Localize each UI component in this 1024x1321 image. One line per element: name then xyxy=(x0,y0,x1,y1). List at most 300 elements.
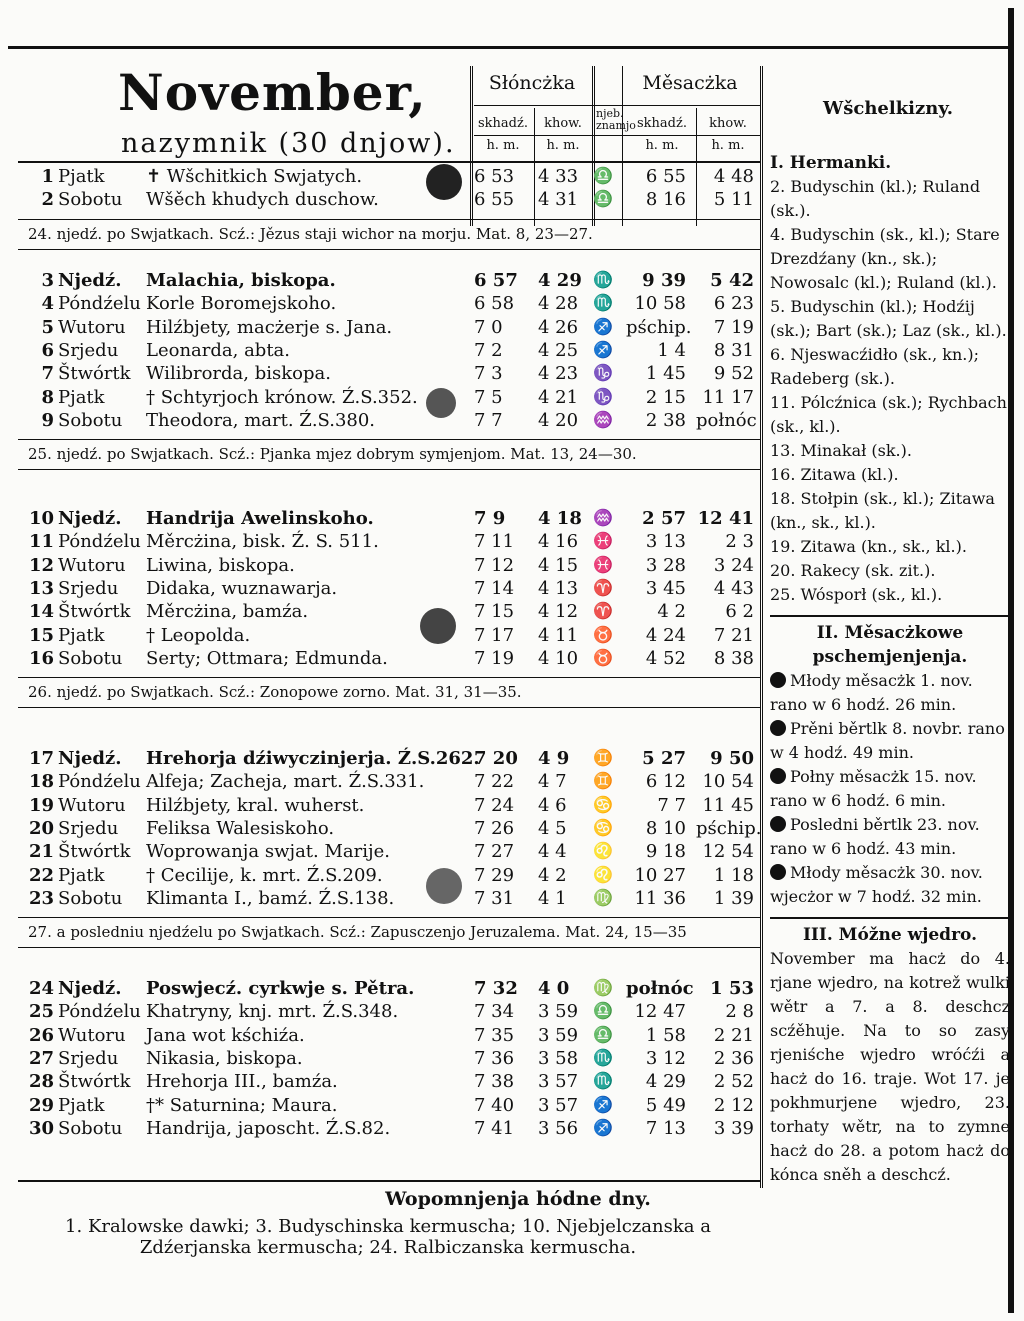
day-number: 13 xyxy=(28,577,54,599)
sun-rise: 7 40 xyxy=(474,1094,515,1116)
sun-set: 3 56 xyxy=(538,1117,579,1139)
saint-name: Serty; Ottmara; Edmunda. xyxy=(146,647,388,669)
moon-set: 8 38 xyxy=(713,647,754,669)
moon-set: 4 48 xyxy=(713,166,754,187)
sun-set: 4 13 xyxy=(538,577,579,599)
moon-set: 11 45 xyxy=(702,794,754,816)
sun-rise: 6 57 xyxy=(474,270,518,291)
day-name: Póndźelu xyxy=(58,293,141,315)
saint-name: Hilźbjety, kral. wuherst. xyxy=(146,794,365,816)
day-number: 12 xyxy=(28,554,54,576)
sun-rise: 7 11 xyxy=(474,531,515,553)
moon-rise: 9 39 xyxy=(642,270,686,291)
market-item: 20. Rakecy (sk. zit.). xyxy=(770,561,936,580)
calendar-row xyxy=(26,841,756,864)
moon-rise: połnóc xyxy=(626,978,694,999)
zodiac-sign: ♐ xyxy=(593,1117,613,1137)
sun-set: 4 31 xyxy=(538,189,579,211)
day-number: 5 xyxy=(41,316,54,338)
saint-name: Malachia, biskopa. xyxy=(146,270,336,291)
day-number: 30 xyxy=(28,1117,54,1139)
header-rule-1 xyxy=(474,105,760,106)
sun-rise: 7 27 xyxy=(474,841,515,863)
moon-set: 5 11 xyxy=(713,189,754,211)
sun-rise: 7 29 xyxy=(474,864,515,886)
zodiac-sign: ♋ xyxy=(593,794,613,814)
moon-rise: 2 15 xyxy=(645,386,686,408)
sun-rise: 7 7 xyxy=(474,409,503,431)
zodiac-sign: ♒ xyxy=(593,409,613,429)
sun-rise-units: h. m. xyxy=(486,138,520,153)
phases-list xyxy=(770,669,1010,909)
market-item: 18. Stołpin (sk., kl.); Zitawa (kn., sk., kl.). xyxy=(770,489,995,532)
market-item: 13. Minakał (sk.). xyxy=(770,441,912,460)
day-name: Póndźelu xyxy=(58,1001,141,1023)
moon-set: 6 23 xyxy=(713,293,754,315)
day-name: Štwórtk xyxy=(58,363,131,385)
day-number: 22 xyxy=(28,864,54,886)
day-name: Pjatk xyxy=(58,624,105,646)
calendar-row xyxy=(26,795,756,818)
day-number: 24 xyxy=(28,978,54,999)
phase-text: Młody měsacżk 30. nov. wjecżor w 7 hodź. 32 min. xyxy=(770,863,983,906)
moon-rise: 10 27 xyxy=(634,864,686,886)
moon-set: 10 54 xyxy=(702,771,754,793)
saint-name: † Schtyrjoch krónow. Ź.S.352. xyxy=(146,386,418,408)
sun-rise: 7 38 xyxy=(474,1071,515,1093)
calendar-row xyxy=(26,508,756,531)
day-number: 6 xyxy=(41,339,54,361)
moon-set: 2 3 xyxy=(725,531,754,553)
day-number: 16 xyxy=(28,647,54,669)
day-number: 1 xyxy=(41,166,54,187)
sun-set: 3 59 xyxy=(538,1001,579,1023)
week-rule xyxy=(18,219,760,220)
sun-rise: 7 32 xyxy=(474,978,518,999)
calendar-row xyxy=(26,978,756,1001)
saint-name: † Cecilije, k. mrt. Ź.S.209. xyxy=(146,864,383,886)
saint-name: Handrija Awelinskoho. xyxy=(146,508,374,529)
zodiac-sign: ♊ xyxy=(593,771,613,791)
sun-set: 4 21 xyxy=(538,386,579,408)
day-name: Sobotu xyxy=(58,887,123,909)
sun-rise: 7 35 xyxy=(474,1024,515,1046)
calendar-row xyxy=(26,817,762,841)
sun-set: 3 57 xyxy=(538,1094,579,1116)
sun-rise: 7 5 xyxy=(474,386,503,408)
sun-rise: 7 20 xyxy=(474,748,518,769)
moon-rise: 9 18 xyxy=(645,841,686,863)
moon-rise: 1 58 xyxy=(645,1024,686,1046)
sun-set: 4 10 xyxy=(538,647,579,669)
sun-set: 4 18 xyxy=(538,508,582,529)
day-number: 7 xyxy=(41,363,54,385)
phase-item xyxy=(770,669,1010,717)
saint-name: Hilźbjety, macżerje s. Jana. xyxy=(146,316,393,338)
market-item: 6. Njeswacźidło (sk., kn.); Radeberg (sk.). xyxy=(770,345,980,388)
moon-rise: 3 28 xyxy=(645,554,686,576)
saint-name: †* Saturnina; Maura. xyxy=(146,1094,338,1116)
sun-set: 4 20 xyxy=(538,409,579,431)
moon-set: 3 39 xyxy=(713,1117,754,1139)
zodiac-sign: ♏ xyxy=(593,1071,613,1091)
day-number: 15 xyxy=(28,624,54,646)
sun-rise: 7 31 xyxy=(474,887,515,909)
moon-rise: 10 58 xyxy=(634,293,686,315)
moon-set: 9 52 xyxy=(713,363,754,385)
sun-rise: 7 9 xyxy=(474,508,506,529)
market-item: 5. Budyschin (kl.); Hodźij (sk.); Bart (sk.); Laz (sk., kl.). xyxy=(770,297,1007,340)
day-name: Štwórtk xyxy=(58,1071,131,1093)
moon-rise: 1 45 xyxy=(645,363,686,385)
zodiac-sign: ♊ xyxy=(593,748,613,767)
moon-phase-icon xyxy=(770,720,786,736)
weather-text: November ma hacż do 4. rjane wjedro, na kotrež wulki wětr a 7. a 8. deschcz scźěhuje. Na to so zasy rjeniśche wjedro wróćźi a hacż do 16. traje. Wot 17. je pokhmurjene wjedro, 23. torhaty wětr, na to zymne hacż do 28. a potom hacż do kónca sněh a deschcź. xyxy=(770,949,1010,1184)
moon-set: 1 39 xyxy=(713,887,754,909)
day-name: Sobotu xyxy=(58,1117,123,1139)
day-number: 28 xyxy=(28,1071,54,1093)
day-name: Wutoru xyxy=(58,316,126,338)
moon-set: pśchip. xyxy=(696,817,762,839)
full-moon-icon xyxy=(420,608,456,644)
moon-set: 4 43 xyxy=(713,577,754,599)
sun-set: 4 26 xyxy=(538,316,579,338)
sun-set: 4 5 xyxy=(538,817,567,839)
sun-rise: 7 15 xyxy=(474,601,515,623)
moon-rise: 8 10 xyxy=(645,817,686,839)
zodiac-sign: ♏ xyxy=(593,1047,613,1067)
day-number: 23 xyxy=(28,887,54,909)
moon-rise: 7 13 xyxy=(645,1117,686,1139)
moon-set: 1 18 xyxy=(713,864,754,886)
almanac-page xyxy=(8,8,1014,1313)
day-number: 29 xyxy=(28,1094,54,1116)
sun-rise: 7 14 xyxy=(474,577,515,599)
calendar-row xyxy=(26,387,756,410)
phase-item xyxy=(770,861,1010,909)
phase-item xyxy=(770,813,1010,861)
day-name: Štwórtk xyxy=(58,601,131,623)
week-note: 27. a posledniu njedźelu po Swjatkach. Scź.: Zapusczenjo Jeruzalema. Mat. 24, 15—35 xyxy=(28,923,687,942)
day-number: 17 xyxy=(28,748,54,769)
sun-rise: 7 26 xyxy=(474,817,515,839)
sun-set: 4 11 xyxy=(538,624,579,646)
day-name: Sobotu xyxy=(58,409,123,431)
day-number: 11 xyxy=(28,531,54,553)
sun-rise: 7 17 xyxy=(474,624,515,646)
sun-rise: 7 36 xyxy=(474,1047,515,1069)
footer-text: 1. Kralowske dawki; 3. Budyschinska kermuscha; 10. Njebjelczanska a Zdźerjanska kermuscha; 24. Ralbiczanska kermuscha. xyxy=(65,1216,711,1258)
zodiac-sign: ♐ xyxy=(593,1094,613,1114)
day-number: 27 xyxy=(28,1047,54,1069)
day-name: Njedź. xyxy=(58,270,122,291)
moon-set: 6 2 xyxy=(725,601,754,623)
moon-rise-units: h. m. xyxy=(645,138,679,153)
day-name: Štwórtk xyxy=(58,841,131,863)
day-number: 21 xyxy=(28,841,54,863)
moon-rise: 2 38 xyxy=(645,409,686,431)
day-number: 19 xyxy=(28,794,54,816)
footer xyxy=(28,1188,1008,1258)
phase-text: Połny měsacżk 15. nov. rano w 6 hodź. 6 min. xyxy=(770,767,977,810)
sun-rise: 7 12 xyxy=(474,554,515,576)
week-rule xyxy=(18,439,760,440)
saint-name: Khatryny, knj. mrt. Ź.S.348. xyxy=(146,1001,399,1023)
moon-set: 12 54 xyxy=(702,841,754,863)
calendar-row xyxy=(26,625,756,648)
moon-rise: 3 45 xyxy=(645,577,686,599)
day-name: Njedź. xyxy=(58,978,122,999)
zodiac-sign: ♏ xyxy=(593,293,613,313)
moon-phase-icon xyxy=(770,768,786,784)
sun-set-header: khow. xyxy=(544,116,582,131)
header-rule-3 xyxy=(18,161,760,163)
sun-rise: 7 3 xyxy=(474,363,503,385)
moon-set: 7 19 xyxy=(713,316,754,338)
zodiac-sign: ♉ xyxy=(593,647,613,667)
week-note: 24. njedź. po Swjatkach. Scź.: Jězus staji wichor na morju. Mat. 8, 23—27. xyxy=(28,224,593,243)
saint-name: Alfeja; Zacheja, mart. Ź.S.331. xyxy=(146,771,425,793)
phase-text: Prěni běrtlk 8. novbr. rano w 4 hodź. 49 min. xyxy=(770,719,1005,762)
calendar-row xyxy=(26,865,756,888)
day-number: 9 xyxy=(41,409,54,431)
moon-set: 2 52 xyxy=(713,1071,754,1093)
calendar-row xyxy=(26,363,756,386)
month-title: November, xyxy=(118,63,427,122)
sidebar-rule xyxy=(760,66,763,1188)
zodiac-sign: ♎ xyxy=(593,189,613,209)
moon-set: połnóc xyxy=(696,409,757,431)
sun-set: 4 16 xyxy=(538,531,579,553)
market-item: 2. Budyschin (kl.); Ruland (sk.). xyxy=(770,177,981,220)
moon-set: 2 36 xyxy=(713,1047,754,1069)
zodiac-sign: ♎ xyxy=(593,1001,613,1021)
sun-set: 4 28 xyxy=(538,293,579,315)
moon-set: 11 17 xyxy=(702,386,754,408)
week-note: 26. njedź. po Swjatkach. Scź.: Zonopowe zorno. Mat. 31, 31—35. xyxy=(28,683,522,702)
markets-heading: I. Hermanki. xyxy=(770,153,892,173)
week-rule xyxy=(18,707,760,708)
moon-rise: 6 12 xyxy=(645,771,686,793)
saint-name: Hrehorja III., bamźa. xyxy=(146,1071,338,1093)
saint-name: Woprowanja swjat. Marije. xyxy=(146,841,390,863)
calendar-row xyxy=(26,1071,756,1094)
moon-rise: 7 7 xyxy=(657,794,686,816)
calendar-row xyxy=(26,601,756,624)
moon-rise: 6 55 xyxy=(645,166,686,187)
day-number: 25 xyxy=(28,1001,54,1023)
zodiac-sign: ♈ xyxy=(593,577,613,597)
sun-rise: 7 34 xyxy=(474,1001,515,1023)
week-rule xyxy=(18,917,760,918)
calendar-row xyxy=(26,531,756,554)
moon-set: 1 53 xyxy=(710,978,754,999)
day-number: 3 xyxy=(41,270,54,291)
moon-set: 2 12 xyxy=(713,1094,754,1116)
day-name: Srjedu xyxy=(58,817,119,839)
day-name: Wutoru xyxy=(58,1024,126,1046)
moon-rise: 5 27 xyxy=(642,748,686,769)
sun-set: 4 25 xyxy=(538,339,579,361)
day-number: 8 xyxy=(41,386,54,408)
moon-rise: 2 57 xyxy=(642,508,686,529)
sun-rise: 7 0 xyxy=(474,316,503,338)
saint-name: Handrija, japoscht. Ź.S.82. xyxy=(146,1117,391,1139)
calendar-row xyxy=(26,1001,756,1024)
moon-rise: 4 29 xyxy=(645,1071,686,1093)
day-name: Sobotu xyxy=(58,647,123,669)
zodiac-sign: ♓ xyxy=(593,531,613,551)
header-rule-2 xyxy=(474,135,760,136)
zodiac-sign: ♋ xyxy=(593,817,613,837)
day-name: Pjatk xyxy=(58,864,105,886)
moon-set: 5 42 xyxy=(710,270,754,291)
zodiac-sign: ♐ xyxy=(593,316,613,336)
saint-name: Hrehorja dźiwyczinjerja. Ź.S.262. xyxy=(146,748,480,769)
sun-set: 3 57 xyxy=(538,1071,579,1093)
moon-set-header: khow. xyxy=(709,116,747,131)
sun-set-units: h. m. xyxy=(546,138,580,153)
saint-name: Feliksa Walesiskoho. xyxy=(146,817,335,839)
footer-rule xyxy=(18,1180,760,1182)
day-name: Njedź. xyxy=(58,508,122,529)
zodiac-sign: ♌ xyxy=(593,841,613,861)
moon-rise: 3 12 xyxy=(645,1047,686,1069)
day-number: 18 xyxy=(28,771,54,793)
moon-rise: 4 2 xyxy=(657,601,686,623)
sidebar xyxy=(770,63,1010,1187)
zodiac-sign: ♎ xyxy=(593,166,613,185)
sun-set: 4 2 xyxy=(538,864,567,886)
sun-set: 4 4 xyxy=(538,841,567,863)
saint-name: Poswjecź. cyrkwje s. Pětra. xyxy=(146,978,415,999)
day-name: Njedź. xyxy=(58,748,122,769)
saint-name: ✝ Wšchitkich Swjatych. xyxy=(146,166,363,187)
sun-rise: 6 55 xyxy=(474,189,515,211)
moon-rise: 5 49 xyxy=(645,1094,686,1116)
sun-set: 4 7 xyxy=(538,771,567,793)
moon-phase-icon xyxy=(770,864,786,880)
sun-rise: 6 58 xyxy=(474,293,515,315)
sun-set: 4 15 xyxy=(538,554,579,576)
sun-set: 3 58 xyxy=(538,1047,579,1069)
day-name: Srjedu xyxy=(58,1047,119,1069)
sun-rise: 7 41 xyxy=(474,1117,515,1139)
day-name: Srjedu xyxy=(58,339,119,361)
day-name: Pjatk xyxy=(58,1094,105,1116)
sun-set: 4 0 xyxy=(538,978,570,999)
calendar-row xyxy=(26,293,756,316)
phases-heading: II. Měsacżkowe pschemjenjenja. xyxy=(812,623,968,667)
day-name: Pjatk xyxy=(58,166,105,187)
saint-name: Didaka, wuznawarja. xyxy=(146,577,338,599)
zodiac-sign: ♈ xyxy=(593,601,613,621)
calendar-row xyxy=(26,166,756,189)
day-number: 4 xyxy=(41,293,54,315)
day-name: Pjatk xyxy=(58,386,105,408)
saint-name: Korle Boromejskoho. xyxy=(146,293,337,315)
last-quarter-icon xyxy=(426,868,462,904)
saint-name: Leonarda, abta. xyxy=(146,339,291,361)
moon-rise: 4 24 xyxy=(645,624,686,646)
moon-rise: 11 36 xyxy=(634,887,686,909)
calendar-row xyxy=(26,270,756,293)
market-item: 19. Zitawa (kn., sk., kl.). xyxy=(770,537,967,556)
phase-text: Młody měsacżk 1. nov. rano w 6 hodź. 26 min. xyxy=(770,671,973,714)
sun-rise: 7 22 xyxy=(474,771,515,793)
zodiac-sign: ♍ xyxy=(593,887,613,907)
saint-name: Wšěch khudych duschow. xyxy=(146,189,379,211)
footer-heading: Wopomnjenja hódne dny. xyxy=(385,1188,651,1210)
zodiac-sign: ♏ xyxy=(593,270,613,289)
saint-name: † Leopolda. xyxy=(146,624,251,646)
week-rule xyxy=(18,947,760,948)
day-number: 10 xyxy=(28,508,54,529)
moon-set: 7 21 xyxy=(713,624,754,646)
sun-set: 4 1 xyxy=(538,887,567,909)
sun-rise: 7 24 xyxy=(474,794,515,816)
sun-rise: 6 53 xyxy=(474,166,515,187)
day-number: 20 xyxy=(28,817,54,839)
moon-set-units: h. m. xyxy=(711,138,745,153)
calendar-row xyxy=(26,1025,756,1048)
calendar-row xyxy=(26,1095,756,1118)
calendar-row xyxy=(26,189,756,212)
calendar-row xyxy=(26,578,756,601)
week-rule xyxy=(18,469,760,470)
moon-set: 9 50 xyxy=(710,748,754,769)
day-name: Srjedu xyxy=(58,577,119,599)
first-quarter-icon xyxy=(426,388,456,418)
moon-rise: 3 13 xyxy=(645,531,686,553)
calendar-row xyxy=(26,888,756,911)
sun-rise: 7 2 xyxy=(474,339,503,361)
markets-list xyxy=(770,175,1010,607)
zodiac-sign: ♑ xyxy=(593,386,613,406)
day-number: 2 xyxy=(41,189,54,211)
zodiac-sign: ♐ xyxy=(593,339,613,359)
zodiac-sign: ♉ xyxy=(593,624,613,644)
sun-set: 4 23 xyxy=(538,363,579,385)
calendar-row xyxy=(26,340,756,363)
sun-set: 4 12 xyxy=(538,601,579,623)
new-moon-icon xyxy=(426,164,462,200)
calendar-row xyxy=(26,748,756,771)
saint-name: Nikasia, biskopa. xyxy=(146,1047,303,1069)
sun-set: 4 33 xyxy=(538,166,579,187)
day-number: 26 xyxy=(28,1024,54,1046)
week-rule xyxy=(18,677,760,678)
sun-rise-header: skhadź. xyxy=(478,116,528,131)
calendar-row xyxy=(26,771,756,794)
calendar-row xyxy=(26,1048,756,1071)
moon-rise: 8 16 xyxy=(645,189,686,211)
phase-text: Posledni běrtlk 23. nov. rano w 6 hodź. 43 min. xyxy=(770,815,980,858)
phase-item xyxy=(770,717,1010,765)
market-item: 16. Zitawa (kl.). xyxy=(770,465,899,484)
sun-set: 4 9 xyxy=(538,748,570,769)
zodiac-sign: ♎ xyxy=(593,1024,613,1044)
sun-set: 3 59 xyxy=(538,1024,579,1046)
week-rule xyxy=(18,249,760,250)
moon-phase-icon xyxy=(770,672,786,688)
sun-header: Słóncżka xyxy=(488,72,576,94)
zodiac-sign: ♓ xyxy=(593,554,613,574)
market-item: 4. Budyschin (sk., kl.); Stare Drezdźany (kn., sk.); Nowosalc (kl.); Ruland (kl.). xyxy=(770,225,1000,292)
day-name: Sobotu xyxy=(58,189,123,211)
top-rule xyxy=(8,46,1014,49)
zodiac-header: njeb. znamjo xyxy=(596,107,636,132)
